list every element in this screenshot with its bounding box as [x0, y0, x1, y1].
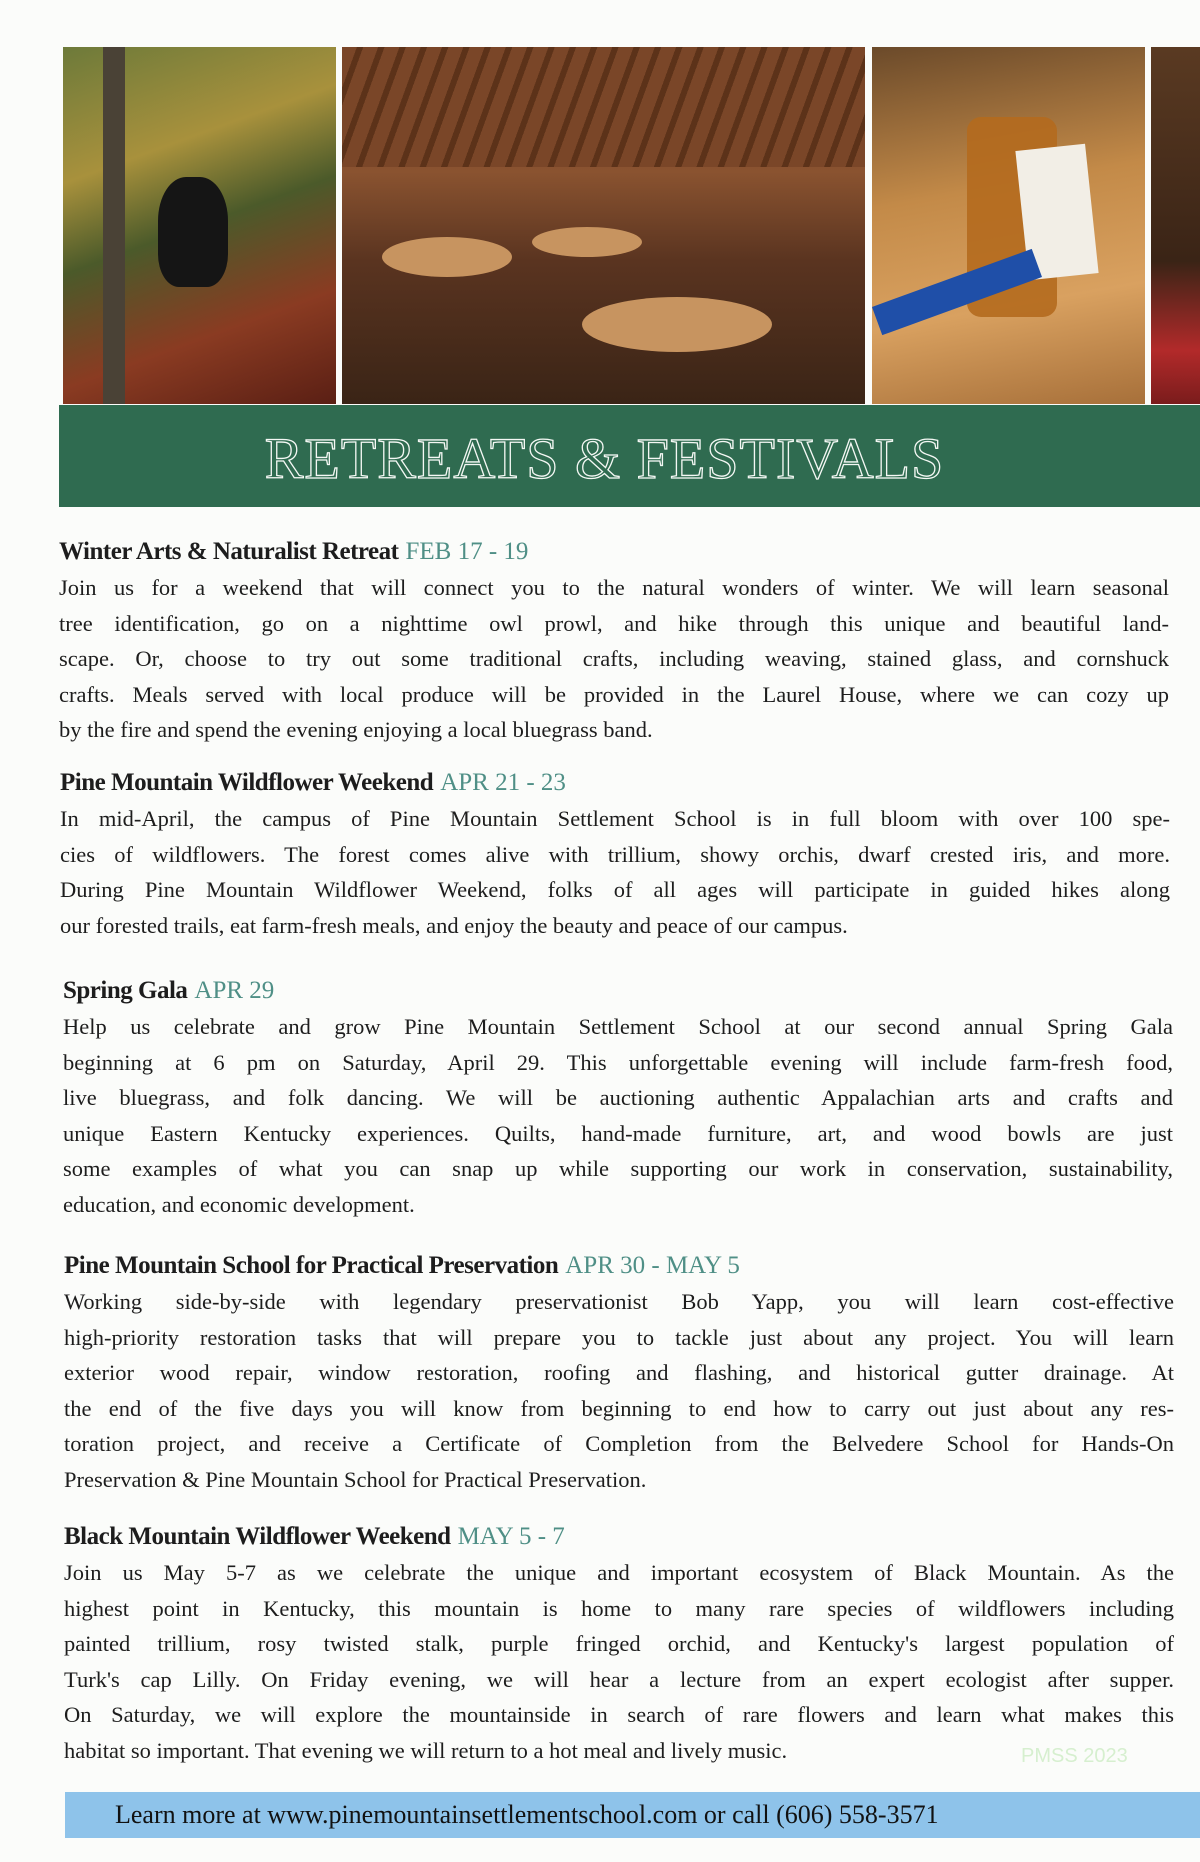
- banner-title: RETREATS & FESTIVALS: [264, 426, 945, 491]
- event-spring-gala: [63, 973, 1173, 1223]
- event-text: toration project, and receive a Certificate of Completion from the Belvedere School for Hands-On: [64, 1431, 1174, 1457]
- event-name: Black Mountain Wildflower Weekend: [64, 1523, 451, 1550]
- event-practical-preservation: [64, 1248, 1174, 1498]
- event-pine-mountain-wildflower: [60, 765, 1170, 943]
- event-name: Pine Mountain School for Practical Preservation: [64, 1252, 559, 1279]
- event-text: by the fire and spend the evening enjoying a local bluegrass band.: [59, 717, 653, 743]
- footer-banner: [65, 1792, 1200, 1838]
- event-date: APR 21 - 23: [440, 769, 566, 796]
- event-date: MAY 5 - 7: [457, 1523, 565, 1550]
- event-text: live bluegrass, and folk dancing. We will be auctioning authentic Appalachian arts and crafts and: [63, 1085, 1173, 1111]
- event-text: Join us for a weekend that will connect you to the natural wonders of winter. We will learn seasonal: [59, 575, 1169, 600]
- event-text: some examples of what you can snap up while supporting our work in conservation, sustainability,: [63, 1156, 1173, 1182]
- event-name: Pine Mountain Wildflower Weekend: [60, 769, 434, 796]
- event-text: high-priority restoration tasks that will prepare you to tackle just about any project. You will learn: [64, 1324, 1174, 1350]
- event-text: beginning at 6 pm on Saturday, April 29. This unforgettable evening will include farm-fresh food,: [63, 1049, 1173, 1075]
- event-name: Spring Gala: [63, 977, 188, 1004]
- event-text: highest point in Kentucky, this mountain is home to many rare species of wildflowers including: [64, 1595, 1174, 1621]
- event-date: APR 29: [194, 977, 275, 1004]
- event-text: painted trillium, rosy twisted stalk, purple fringed orchid, and Kentucky's largest population of: [64, 1631, 1174, 1657]
- event-date: APR 30 - MAY 5: [565, 1252, 740, 1279]
- photo-black-bear-forest: [63, 47, 336, 404]
- event-text: our forested trails, eat farm-fresh meals, and enjoy the beauty and peace of our campus.: [60, 912, 848, 938]
- event-name: Winter Arts & Naturalist Retreat: [59, 538, 399, 565]
- event-text: Turk's cap Lilly. On Friday evening, we will hear a lecture from an expert ecologist after supper.: [64, 1666, 1174, 1692]
- event-text: tree identification, go on a nighttime owl prowl, and hike through this unique and beautiful land-: [59, 610, 1169, 636]
- footer-contact: Learn more at www.pinemountainsettlementschool.com or call (606) 558-3571: [115, 1800, 939, 1829]
- event-winter-arts: [59, 534, 1169, 748]
- event-text: crafts. Meals served with local produce will be provided in the Laurel House, where we can cozy up: [59, 681, 1169, 707]
- event-text: Join us May 5-7 as we celebrate the unique and important ecosystem of Black Mountain. As the: [64, 1560, 1174, 1585]
- section-banner: [59, 405, 1200, 507]
- event-text: On Saturday, we will explore the mountainside in search of rare flowers and learn what makes this: [64, 1702, 1174, 1728]
- photo-dining-hall: [342, 47, 865, 404]
- photo-jam-jar-ribbon: [872, 47, 1145, 404]
- event-text: In mid-April, the campus of Pine Mountain Settlement School is in full bloom with over 100 spe-: [60, 806, 1170, 831]
- event-text: unique Eastern Kentucky experiences. Quilts, hand-made furniture, art, and wood bowls are just: [63, 1120, 1173, 1146]
- event-text: Preservation & Pine Mountain School for Practical Preservation.: [64, 1466, 647, 1492]
- event-text: the end of the five days you will know from beginning to end how to carry out just about any res-: [64, 1395, 1174, 1421]
- event-text: exterior wood repair, window restoration, roofing and flashing, and historical gutter drainage. At: [64, 1360, 1174, 1386]
- event-text: Help us celebrate and grow Pine Mountain Settlement School at our second annual Spring Gala: [63, 1014, 1173, 1039]
- photo-partial-edge: [1151, 47, 1200, 404]
- event-black-mountain-wildflower: [64, 1519, 1174, 1769]
- event-text: cies of wildflowers. The forest comes alive with trillium, showy orchis, dwarf crested iris, and more.: [60, 841, 1170, 867]
- event-text: education, and economic development.: [63, 1191, 415, 1217]
- watermark: PMSS 2023: [1021, 1745, 1128, 1767]
- event-text: During Pine Mountain Wildflower Weekend, folks of all ages will participate in guided hikes along: [60, 877, 1170, 903]
- event-text: Working side-by-side with legendary preservationist Bob Yapp, you will learn cost-effective: [64, 1289, 1174, 1314]
- event-text: habitat so important. That evening we will return to a hot meal and lively music.: [64, 1737, 788, 1763]
- event-text: scape. Or, choose to try out some traditional crafts, including weaving, stained glass, and cornshuck: [59, 646, 1169, 672]
- event-date: FEB 17 - 19: [405, 538, 529, 565]
